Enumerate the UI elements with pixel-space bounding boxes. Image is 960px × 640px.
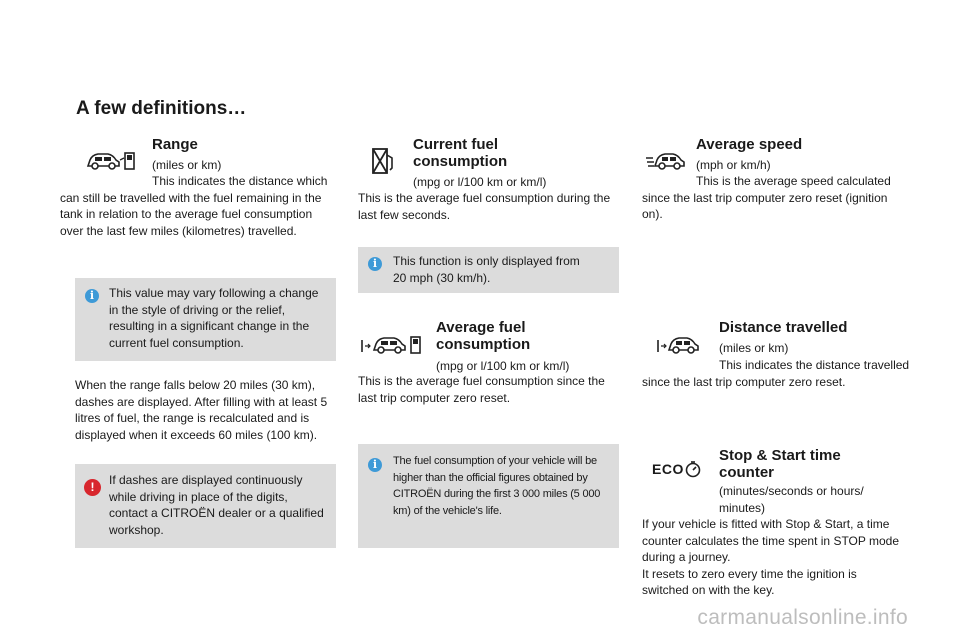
info-icon: i [368, 458, 382, 472]
stop-start-description: If your vehicle is fitted with Stop & Start, a time counter calculates the time spent in STOP mode during a journey. It resets to zero every time the ignition is switched on with the key. [642, 517, 900, 597]
average-speed-icon [645, 150, 687, 172]
info-icon: i [368, 257, 382, 271]
page-title: A few definitions… [76, 98, 247, 119]
info-icon: i [85, 289, 99, 303]
average-fuel-note-box [358, 444, 619, 548]
range-note-box [75, 278, 336, 361]
average-fuel-icon [360, 334, 424, 356]
timer-icon [684, 460, 702, 478]
current-fuel-description: This is the average fuel consumption during the last few seconds. [358, 191, 611, 222]
warning-icon: ! [84, 479, 101, 496]
average-fuel-description: This is the average fuel consumption since the last trip computer zero reset. [358, 374, 605, 405]
average-speed-description: This is the average speed calculated since the last trip computer zero reset (ignition on). [642, 174, 891, 221]
distance-icon [656, 334, 700, 356]
range-heading: Range [152, 136, 198, 153]
average-fuel-note-text: The fuel consumption of your vehicle will be higher than the official figures obtained by CITROËN during the first 3 000 miles (5 000 km) of the vehicle's life. [393, 455, 601, 517]
range-warning-box [75, 464, 336, 548]
stop-start-heading: Stop & Start time counter [719, 447, 841, 481]
current-fuel-note-box [358, 247, 619, 293]
range-note-text: This value may vary following a change in the style of driving or the relief, resulting in a significant change in the current fuel consumption. [109, 286, 319, 350]
eco-label: ECO [652, 461, 684, 477]
distance-unit: (miles or km) [719, 341, 789, 355]
average-speed-unit: (mph or km/h) [696, 158, 771, 172]
range-warning-text: If dashes are displayed continuously while driving in place of the digits, contact a CITROËN dealer or a qualified workshop. [109, 473, 324, 537]
watermark: carmanualsonline.info [697, 606, 908, 629]
distance-description: This indicates the distance travelled since the last trip computer zero reset. [642, 358, 910, 389]
range-paragraph: When the range falls below 20 miles (30 km), dashes are displayed. After filling with at least 5 litres of fuel, the range is recalculated and is displayed when it exceeds 60 miles (100 km). [75, 378, 328, 442]
current-fuel-unit: (mpg or l/100 km or km/l) [413, 175, 547, 189]
current-fuel-heading: Current fuel consumption [413, 136, 508, 170]
range-description: This indicates the distance which can still be travelled with the fuel remaining in the tank in relation to the average fuel consumption over the last few miles (kilometres) travelled. [60, 174, 328, 238]
range-unit: (miles or km) [152, 158, 222, 172]
distance-heading: Distance travelled [719, 319, 848, 336]
current-fuel-note-text: This function is only displayed from 20 mph (30 km/h). [393, 254, 580, 285]
stop-start-unit: (minutes/seconds or hours/ minutes) [719, 484, 864, 515]
fuel-pump-icon [370, 146, 396, 176]
average-fuel-unit: (mpg or l/100 km or km/l) [436, 359, 570, 373]
range-icon [86, 150, 136, 172]
average-fuel-heading: Average fuel consumption [436, 319, 531, 353]
average-speed-heading: Average speed [696, 136, 803, 153]
